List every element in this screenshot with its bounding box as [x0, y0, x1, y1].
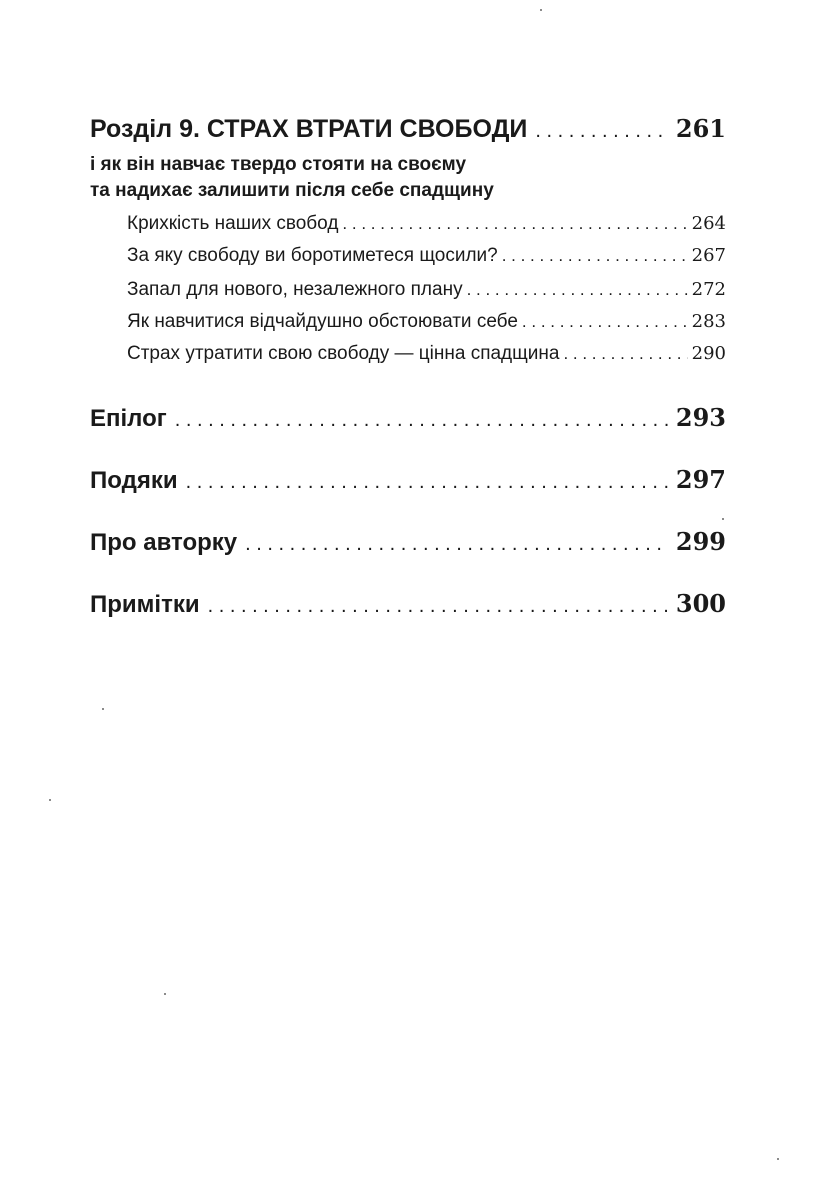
section-title: Страх утратити свою свободу — цінна спадщина [127, 343, 560, 364]
dot-leader [502, 246, 688, 266]
back-matter-entry-acknowledgements [90, 465, 726, 495]
dot-leader [208, 595, 668, 618]
section-entry [127, 213, 726, 235]
section-entry [127, 311, 726, 333]
back-matter-title: Примітки [90, 591, 200, 618]
section-page-number: 283 [691, 311, 726, 332]
back-matter-page-number: 293 [675, 403, 726, 432]
dot-leader [535, 120, 668, 143]
dot-leader [186, 471, 668, 494]
back-matter-entry-about-author [90, 527, 726, 557]
dot-leader [522, 312, 688, 332]
scan-speck [540, 9, 542, 11]
dot-leader [245, 533, 668, 556]
section-page-number: 272 [691, 279, 726, 300]
section-title: Як навчитися відчайдушно обстоювати себе [127, 311, 518, 332]
dot-leader [342, 214, 687, 234]
section-page-number: 267 [691, 245, 726, 266]
back-matter-page-number: 297 [675, 465, 726, 494]
scan-speck [164, 993, 166, 995]
chapter-page-number: 261 [675, 114, 726, 143]
scan-speck [49, 799, 51, 801]
section-entry [127, 279, 726, 301]
back-matter-entry-notes [90, 589, 726, 619]
dot-leader [467, 280, 688, 300]
chapter-9-entry [90, 114, 726, 144]
section-entry [127, 245, 726, 267]
chapter-title: Розділ 9. СТРАХ ВТРАТИ СВОБОДИ [90, 115, 528, 143]
back-matter-page-number: 300 [675, 589, 726, 618]
back-matter-entry-epilogue [90, 403, 726, 433]
back-matter-page-number: 299 [675, 527, 726, 556]
dot-leader [175, 409, 668, 432]
chapter-subtitle-line-1: і як він навчає твердо стояти на своєму [90, 154, 467, 175]
back-matter-title: Епілог [90, 405, 167, 432]
scan-speck [102, 708, 104, 710]
section-title: За яку свободу ви боротиметеся щосили? [127, 245, 498, 266]
back-matter-title: Про авторку [90, 529, 238, 556]
scan-speck [777, 1158, 779, 1160]
chapter-subtitle-line-2: та надихає залишити після себе спадщину [90, 180, 494, 201]
dot-leader [563, 344, 687, 364]
back-matter-title: Подяки [90, 467, 178, 494]
section-title: Запал для нового, незалежного плану [127, 279, 463, 300]
scan-speck [722, 518, 724, 520]
section-page-number: 264 [691, 213, 726, 234]
section-entry [127, 343, 726, 365]
section-page-number: 290 [691, 343, 726, 364]
section-title: Крихкість наших свобод [127, 213, 339, 234]
